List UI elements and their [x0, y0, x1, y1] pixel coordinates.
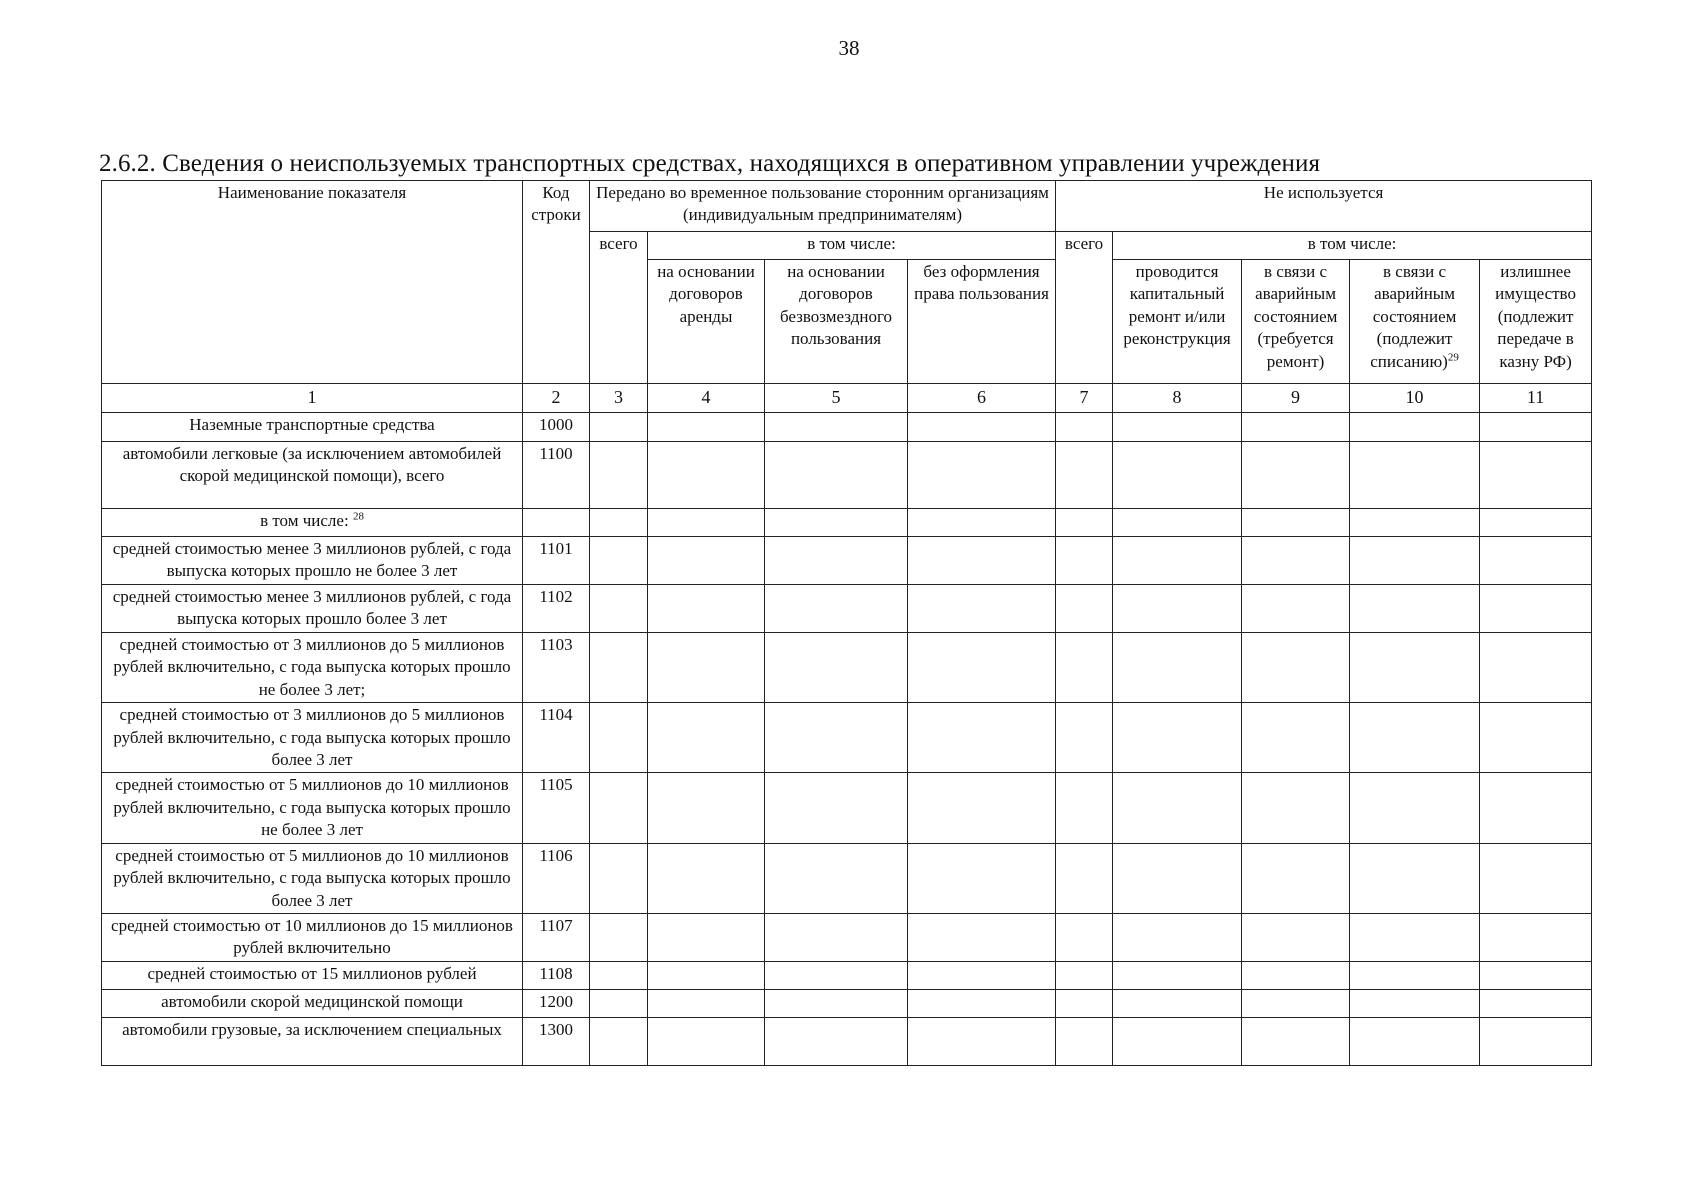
- row-code: 1108: [523, 962, 590, 990]
- value-cell[interactable]: [1113, 703, 1242, 773]
- value-cell[interactable]: [1480, 508, 1592, 536]
- value-cell[interactable]: [648, 441, 765, 508]
- column-number: 9: [1242, 384, 1350, 413]
- row-code: 1300: [523, 1018, 590, 1066]
- value-cell[interactable]: [590, 584, 648, 632]
- value-cell[interactable]: [1113, 843, 1242, 913]
- column-number: 11: [1480, 384, 1592, 413]
- header-transferred: Передано во временное пользование сторонним организациям (индивидуальным предпринимателям): [590, 181, 1056, 232]
- column-number: 4: [648, 384, 765, 413]
- value-cell[interactable]: [1350, 412, 1480, 441]
- value-cell[interactable]: [765, 1018, 908, 1066]
- value-cell[interactable]: [648, 703, 765, 773]
- row-name: [102, 914, 523, 962]
- row-code: 1107: [523, 914, 590, 962]
- page-number: 38: [838, 36, 860, 60]
- row-code: 1200: [523, 990, 590, 1018]
- value-cell[interactable]: [648, 536, 765, 584]
- value-cell[interactable]: [765, 990, 908, 1018]
- value-cell[interactable]: [1056, 536, 1113, 584]
- row-name-text: в том числе:: [260, 510, 349, 530]
- value-cell[interactable]: [590, 914, 648, 962]
- row-name: [102, 990, 523, 1018]
- value-cell[interactable]: [648, 962, 765, 990]
- value-cell[interactable]: [908, 584, 1056, 632]
- value-cell[interactable]: [1350, 1018, 1480, 1066]
- value-cell[interactable]: [1056, 508, 1113, 536]
- column-number: 1: [102, 384, 523, 413]
- value-cell[interactable]: [765, 773, 908, 843]
- row-code: 1106: [523, 843, 590, 913]
- table-row: [102, 1018, 1592, 1066]
- header-emergency-repair: в связи с аварийным состоянием (требуется ремонт): [1242, 260, 1350, 384]
- table-row: [102, 508, 1592, 536]
- value-cell[interactable]: [1056, 1018, 1113, 1066]
- value-cell[interactable]: [765, 508, 908, 536]
- value-cell[interactable]: [1350, 536, 1480, 584]
- row-name-text: средней стоимостью от 10 миллионов до 15 миллионов рублей включительно: [111, 916, 513, 958]
- row-name: [102, 536, 523, 584]
- header-lease: на основании договоров аренды: [648, 260, 765, 384]
- row-name-text: средней стоимостью менее 3 миллионов рублей, с года выпуска которых прошло не более 3 лет: [112, 538, 512, 581]
- value-cell[interactable]: [1480, 1018, 1592, 1066]
- value-cell[interactable]: [590, 843, 648, 913]
- value-cell[interactable]: [908, 962, 1056, 990]
- row-name-text: автомобили скорой медицинской помощи: [161, 992, 463, 1011]
- value-cell[interactable]: [908, 843, 1056, 913]
- value-cell[interactable]: [1350, 914, 1480, 962]
- row-name: [102, 441, 523, 508]
- value-cell[interactable]: [1056, 632, 1113, 702]
- value-cell[interactable]: [648, 584, 765, 632]
- row-code: [523, 508, 590, 536]
- column-number: 10: [1350, 384, 1480, 413]
- row-name: [102, 962, 523, 990]
- column-numbers-row: [102, 384, 1592, 413]
- value-cell[interactable]: [1350, 508, 1480, 536]
- value-cell[interactable]: [1480, 441, 1592, 508]
- row-name-text: средней стоимостью менее 3 миллионов рублей, с года выпуска которых прошло более 3 лет: [112, 586, 512, 629]
- value-cell[interactable]: [908, 412, 1056, 441]
- value-cell[interactable]: [1242, 843, 1350, 913]
- value-cell[interactable]: [1350, 584, 1480, 632]
- value-cell[interactable]: [590, 962, 648, 990]
- value-cell[interactable]: [1113, 584, 1242, 632]
- value-cell[interactable]: [1056, 703, 1113, 773]
- row-code: 1000: [523, 412, 590, 441]
- value-cell[interactable]: [1113, 441, 1242, 508]
- row-code: 1103: [523, 632, 590, 702]
- value-cell[interactable]: [765, 632, 908, 702]
- row-name: [102, 843, 523, 913]
- header-row-code: Код строки: [523, 181, 590, 384]
- table-row: [102, 962, 1592, 990]
- header-emergency-writeoff-label: в связи с аварийным состоянием (подлежит списанию): [1370, 262, 1457, 371]
- value-cell[interactable]: [590, 773, 648, 843]
- row-name: [102, 412, 523, 441]
- row-code: 1101: [523, 536, 590, 584]
- value-cell[interactable]: [765, 584, 908, 632]
- table-row: [102, 703, 1592, 773]
- value-cell[interactable]: [765, 412, 908, 441]
- header-not-used-total: всего: [1056, 232, 1113, 384]
- value-cell[interactable]: [765, 536, 908, 584]
- header-not-used: Не используется: [1056, 181, 1592, 232]
- value-cell[interactable]: [1242, 412, 1350, 441]
- value-cell[interactable]: [1350, 773, 1480, 843]
- value-cell[interactable]: [1056, 990, 1113, 1018]
- value-cell[interactable]: [765, 962, 908, 990]
- value-cell[interactable]: [1242, 914, 1350, 962]
- value-cell[interactable]: [908, 1018, 1056, 1066]
- header-not-used-including: в том числе:: [1113, 232, 1592, 260]
- value-cell[interactable]: [1242, 962, 1350, 990]
- value-cell[interactable]: [765, 843, 908, 913]
- value-cell[interactable]: [648, 843, 765, 913]
- value-cell[interactable]: [1242, 1018, 1350, 1066]
- value-cell[interactable]: [1350, 843, 1480, 913]
- value-cell[interactable]: [908, 914, 1056, 962]
- table-row: [102, 441, 1592, 508]
- value-cell[interactable]: [1480, 584, 1592, 632]
- row-name-text: средней стоимостью от 3 миллионов до 5 миллионов рублей включительно, с года выпуска которых прошло более 3 лет: [113, 705, 511, 769]
- value-cell[interactable]: [1242, 632, 1350, 702]
- value-cell[interactable]: [1480, 962, 1592, 990]
- value-cell[interactable]: [1242, 703, 1350, 773]
- value-cell[interactable]: [1113, 990, 1242, 1018]
- column-number: 7: [1056, 384, 1113, 413]
- row-name-text: средней стоимостью от 5 миллионов до 10 миллионов рублей включительно, с года выпуска которых прошло более 3 лет: [113, 845, 511, 910]
- value-cell[interactable]: [1113, 632, 1242, 702]
- value-cell[interactable]: [1056, 584, 1113, 632]
- value-cell[interactable]: [590, 703, 648, 773]
- row-name-text: средней стоимостью от 15 миллионов рублей: [147, 964, 477, 983]
- value-cell[interactable]: [1056, 914, 1113, 962]
- table-row: [102, 914, 1592, 962]
- value-cell[interactable]: [648, 990, 765, 1018]
- header-no-rights: без оформления права пользования: [908, 260, 1056, 384]
- value-cell[interactable]: [1056, 412, 1113, 441]
- column-number: 5: [765, 384, 908, 413]
- row-name: [102, 773, 523, 843]
- column-number: 3: [590, 384, 648, 413]
- value-cell[interactable]: [1113, 914, 1242, 962]
- value-cell[interactable]: [1480, 632, 1592, 702]
- value-cell[interactable]: [908, 632, 1056, 702]
- value-cell[interactable]: [648, 508, 765, 536]
- header-repair: проводится капитальный ремонт и/или реконструкция: [1113, 260, 1242, 384]
- value-cell[interactable]: [1242, 773, 1350, 843]
- row-code: 1105: [523, 773, 590, 843]
- header-transferred-total: всего: [590, 232, 648, 384]
- table-row: [102, 536, 1592, 584]
- value-cell[interactable]: [1113, 962, 1242, 990]
- value-cell[interactable]: [908, 703, 1056, 773]
- column-number: 8: [1113, 384, 1242, 413]
- value-cell[interactable]: [1113, 412, 1242, 441]
- row-name: [102, 1018, 523, 1066]
- row-name: [102, 508, 523, 536]
- value-cell[interactable]: [1056, 962, 1113, 990]
- table-row: [102, 584, 1592, 632]
- row-code: 1102: [523, 584, 590, 632]
- vehicles-table: [101, 180, 1592, 1066]
- row-name: [102, 632, 523, 702]
- row-code: 1104: [523, 703, 590, 773]
- value-cell[interactable]: [908, 508, 1056, 536]
- value-cell[interactable]: [648, 412, 765, 441]
- value-cell[interactable]: [590, 632, 648, 702]
- value-cell[interactable]: [1480, 703, 1592, 773]
- header-emergency-writeoff: [1350, 260, 1480, 384]
- footnote-28: 28: [352, 510, 364, 523]
- value-cell[interactable]: [1480, 843, 1592, 913]
- value-cell[interactable]: [590, 1018, 648, 1066]
- row-name-text: средней стоимостью от 5 миллионов до 10 миллионов рублей включительно, с года выпуска которых прошло не более 3 лет: [113, 775, 511, 840]
- value-cell[interactable]: [1242, 441, 1350, 508]
- footnote-29: 29: [1447, 351, 1459, 364]
- table-row: [102, 843, 1592, 913]
- value-cell[interactable]: [648, 914, 765, 962]
- value-cell[interactable]: [1242, 508, 1350, 536]
- value-cell[interactable]: [1480, 536, 1592, 584]
- value-cell[interactable]: [1480, 412, 1592, 441]
- value-cell[interactable]: [765, 441, 908, 508]
- table-row: [102, 632, 1592, 702]
- value-cell[interactable]: [1056, 441, 1113, 508]
- row-name-text: автомобили грузовые, за исключением специальных: [122, 1020, 502, 1039]
- row-name: [102, 703, 523, 773]
- value-cell[interactable]: [1350, 441, 1480, 508]
- value-cell[interactable]: [590, 536, 648, 584]
- table-row: [102, 412, 1592, 441]
- value-cell[interactable]: [648, 773, 765, 843]
- value-cell[interactable]: [590, 441, 648, 508]
- value-cell[interactable]: [648, 1018, 765, 1066]
- row-name-text: средней стоимостью от 3 миллионов до 5 миллионов рублей включительно, с года выпуска которых прошло не более 3 лет;: [113, 634, 511, 699]
- value-cell[interactable]: [1350, 632, 1480, 702]
- header-surplus: излишнее имущество (подлежит передаче в казну РФ): [1480, 260, 1592, 384]
- value-cell[interactable]: [1113, 1018, 1242, 1066]
- value-cell[interactable]: [590, 990, 648, 1018]
- row-code: 1100: [523, 441, 590, 508]
- section-title: 2.6.2. Сведения о неиспользуемых транспортных средствах, находящихся в оперативном управлении учреждения: [99, 150, 1321, 177]
- column-number: 2: [523, 384, 590, 413]
- value-cell[interactable]: [1242, 990, 1350, 1018]
- column-number: 6: [908, 384, 1056, 413]
- header-transferred-including: в том числе:: [648, 232, 1056, 260]
- header-indicator-name: Наименование показателя: [102, 181, 523, 384]
- value-cell[interactable]: [590, 508, 648, 536]
- value-cell[interactable]: [1350, 703, 1480, 773]
- value-cell[interactable]: [1350, 962, 1480, 990]
- row-name-text: Наземные транспортные средства: [189, 414, 435, 434]
- table-row: [102, 773, 1592, 843]
- value-cell[interactable]: [1242, 536, 1350, 584]
- row-name: [102, 584, 523, 632]
- value-cell[interactable]: [1113, 773, 1242, 843]
- value-cell[interactable]: [765, 703, 908, 773]
- value-cell[interactable]: [1056, 773, 1113, 843]
- value-cell[interactable]: [908, 441, 1056, 508]
- value-cell[interactable]: [1350, 990, 1480, 1018]
- value-cell[interactable]: [1056, 843, 1113, 913]
- value-cell[interactable]: [1113, 508, 1242, 536]
- value-cell[interactable]: [1113, 536, 1242, 584]
- value-cell[interactable]: [765, 914, 908, 962]
- row-name-text: автомобили легковые (за исключением автомобилей скорой медицинской помощи), всего: [122, 443, 502, 486]
- value-cell[interactable]: [908, 536, 1056, 584]
- header-free-use: на основании договоров безвозмездного пользования: [765, 260, 908, 384]
- value-cell[interactable]: [590, 412, 648, 441]
- value-cell[interactable]: [1242, 584, 1350, 632]
- value-cell[interactable]: [908, 773, 1056, 843]
- table-body: [102, 412, 1592, 1065]
- value-cell[interactable]: [648, 632, 765, 702]
- table-row: [102, 990, 1592, 1018]
- value-cell[interactable]: [1480, 990, 1592, 1018]
- value-cell[interactable]: [908, 990, 1056, 1018]
- value-cell[interactable]: [1480, 914, 1592, 962]
- value-cell[interactable]: [1480, 773, 1592, 843]
